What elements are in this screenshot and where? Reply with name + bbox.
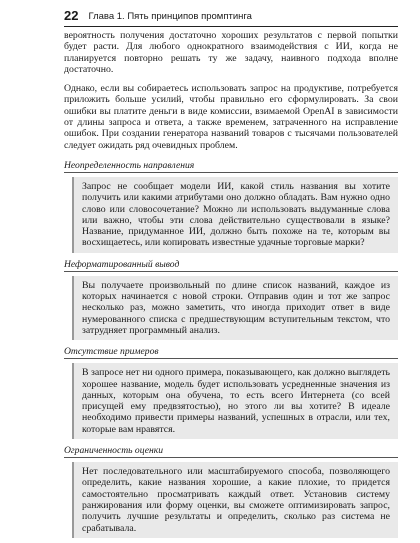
section-text: Запрос не сообщает модели ИИ, какой стиль названия вы хотите получить или какими атрибутами оно должно обладать. Вам нужно одно слово или словосочетание? Можно ли использовать выдуманные слова или важно, чтобы эти слова действительно существовали в языке? Название, придуманное ИИ, должно быть похоже на те, которым вы восхищаетесь, или копировать известные удачные торговые марки?: [82, 180, 390, 249]
section-body: [72, 462, 398, 538]
page-number: 22: [64, 8, 79, 23]
section-body: [72, 177, 398, 253]
paragraph: вероятность получения достаточно хороших результатов с первой попытки будет расти. Для любого однократного взаимодействия с ИИ, когда не планируется повторно решать ту же задачу, наивного подхода вполне достаточно.: [64, 30, 398, 75]
section-examples: [64, 345, 398, 439]
section-body: [72, 276, 398, 340]
section-text: Нет последовательного или масштабируемого способа, позволяющего определить, какие названия хорошие, а какие плохие, то придется самостоятельно просматривать каждый ответ. Установив систему ранжирования или форму оценки, вы сможете оптимизировать запрос, получить лучшие результаты и определить, сколько раз система не срабатывала.: [82, 466, 390, 534]
page-header: [64, 4, 398, 27]
section-title: Неформатированный вывод: [64, 258, 398, 272]
section-text: В запросе нет ни одного примера, показывающего, как должно выглядеть хорошее название, модель будет использовать усредненные значения из данных, которым она обучена, то есть всего Интернета (со всей присущей ему предвзятостью), но этого ли вы хотите? В идеале необходимо привести примеры названий, успешных в отрасли, или тех, которые вам нравятся.: [82, 367, 390, 435]
section-body: [72, 363, 398, 439]
section-text: Вы получаете произвольный по длине список названий, каждое из которых начинается с новой строки. Отправив один и тот же запрос несколько раз, можно заметить, что иногда приходит ответ в виде нумерованного списка с предшествующим вступительным текстом, что затрудняет программный анализ.: [82, 279, 390, 336]
section-format: [64, 258, 398, 340]
section-evaluation: [64, 444, 398, 538]
section-title: Отсутствие примеров: [64, 345, 398, 359]
section-direction: [64, 159, 398, 253]
section-title: Неопределенность направления: [64, 159, 398, 173]
paragraph: Однако, если вы собираетесь использовать запрос на продуктиве, потребуется приложить больше усилий, чтобы правильно его сформулировать. За свои ошибки вы платите деньги в виде комиссии, взимаемой OpenAI в зависимости от длины запроса и ответа, а также временем, затраченного на исправление ошибок. При создании генератора названий товаров с тысячами пользователей следует ожидать ряд очевидных проблем.: [64, 83, 398, 151]
chapter-title: Глава 1. Пять принципов промптинга: [88, 11, 252, 22]
page-content: [64, 30, 398, 543]
section-title: Ограниченность оценки: [64, 444, 398, 458]
